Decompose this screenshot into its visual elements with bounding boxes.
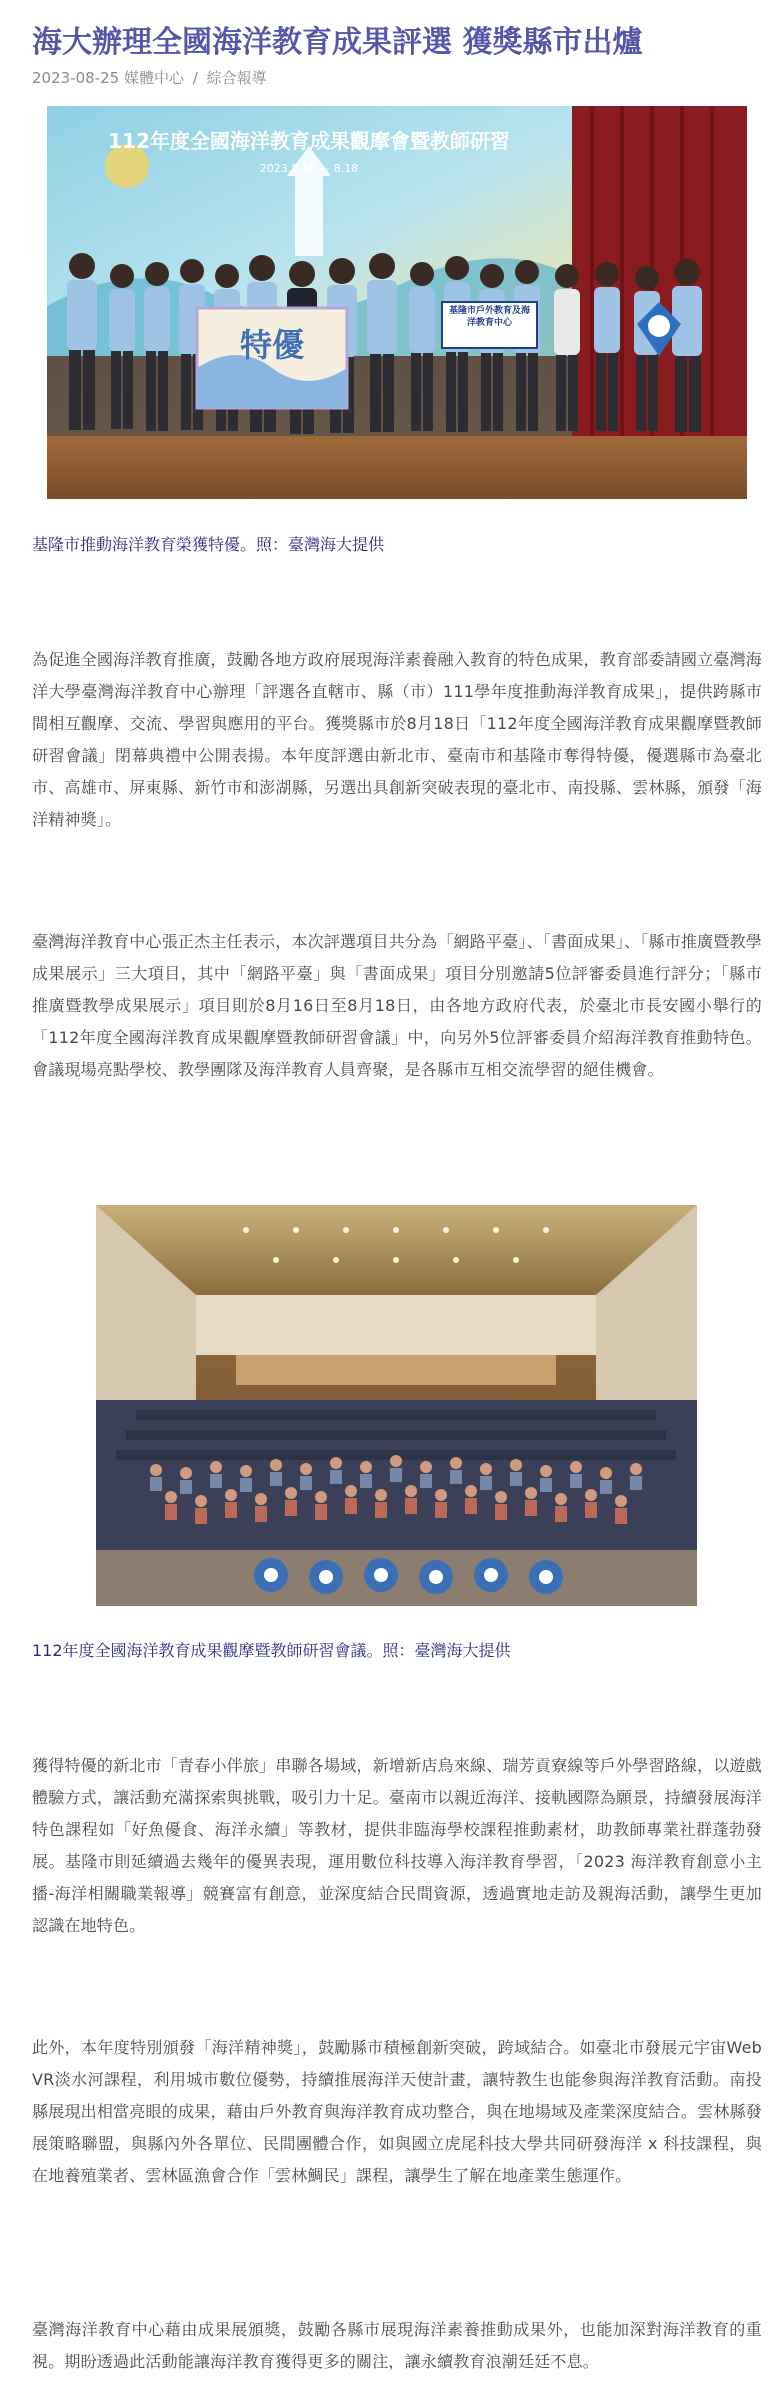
center-sign [442, 302, 537, 348]
article-category: 綜合報導 [206, 69, 267, 87]
banner-dates: 2023.8.16 — 8.18 [259, 162, 359, 175]
article-paragraph-4: 此外，本年度特別頒發「海洋精神獎」，鼓勵縣市積極創新突破，跨域結合。如臺北市發展元宇宙Web VR淡水河課程，利用城市數位優勢，持續推展海洋天使計畫，讓特教生也能參與海洋教育活動。南投縣展現出相當亮眼的成果，藉由戶外教育與海洋教育成功整合，與在地場域及產業深度結合。雲林縣發展策略聯盟，與縣內外各單位、民間團體合作，如與國立虎尾科技大學共同研發海洋 x 科技課程，與在地養殖業者、雲林區漁會合作「雲林鯛民」課程，讓學生了解在地產業生態運作。 [32, 2038, 762, 2185]
auditorium-photo [96, 1205, 697, 1606]
photo-caption-2: 112年度全國海洋教育成果觀摩暨教師研習會議。照：臺灣海大提供 [32, 1641, 511, 1660]
article-date: 2023-08-25 [32, 69, 120, 87]
article-title: 海大辦理全國海洋教育成果評選 獲獎縣市出爐 [32, 25, 643, 60]
article-paragraph-3: 獲得特優的新北市「青春小伴旅」串聯各場域，新增新店烏來線、瑞芳貢寮線等戶外學習路線，以遊戲體驗方式，讓活動充滿探索與挑戰，吸引力十足。臺南市以親近海洋、接軌國際為願景，持續發展海洋特色課程如「好魚優食、海洋永續」等教材，提供非臨海學校課程推動素材，助教師專業社群蓬勃發展。基隆市則延續過去幾年的優異表現，運用數位科技導入海洋教育學習，「2023 海洋教育創意小主播-海洋相關職業報導」競賽富有創意，並深度結合民間資源，透過實地走訪及親海活動，讓學生更加認識在地特色。 [32, 1756, 762, 1935]
center-sign-label: 基隆市戶外教育及海洋教育中心 [448, 306, 530, 328]
award-group-photo [47, 106, 747, 499]
award-flag-label: 特優 [239, 326, 305, 364]
article-paragraph-1: 為促進全國海洋教育推廣，鼓勵各地方政府展現海洋素養融入教育的特色成果，教育部委請國立臺灣海洋大學臺灣海洋教育中心辦理「評選各直轄市、縣（市）111學年度推動海洋教育成果」，提供跨縣市間相互觀摩、交流、學習與應用的平台。獲獎縣市於8月18日「112年度全國海洋教育成果觀摩暨教師研習會議」閉幕典禮中公開表揚。本年度評選由新北市、臺南市和基隆市奪得特優，優選縣市為臺北市、高雄市、屏東縣、新竹市和澎湖縣，另選出具創新突破表現的臺北市、南投縣、雲林縣，頒發「海洋精神獎」。 [32, 650, 762, 829]
article-paragraph-5: 臺灣海洋教育中心藉由成果展頒獎，鼓勵各縣市展現海洋素養推動成果外，也能加深對海洋教育的重視。期盼透過此活動能讓海洋教育獲得更多的關注，讓永續教育浪潮廷廷不息。 [32, 2320, 762, 2371]
article-source: 媒體中心 [123, 69, 184, 87]
meta-separator: / [192, 69, 198, 87]
photo-caption-1: 基隆市推動海洋教育榮獲特優。照：臺灣海大提供 [32, 535, 385, 554]
award-flag [197, 308, 347, 408]
article-paragraph-2: 臺灣海洋教育中心張正杰主任表示，本次評選項目共分為「網路平臺」、「書面成果」、「縣市推廣暨教學成果展示」三大項目，其中「網路平臺」與「書面成果」項目分別邀請5位評審委員進行評分；「縣市推廣暨教學成果展示」項目則於8月16日至8月18日，由各地方政府代表，於臺北市長安國小舉行的「112年度全國海洋教育成果觀摩暨教師研習會議」中，向另外5位評審委員介紹海洋教育推動特色。會議現場亮點學校、教學團隊及海洋教育人員齊聚，是各縣市互相交流學習的絕佳機會。 [32, 932, 762, 1079]
article-meta [32, 66, 267, 90]
banner-title: 112年度全國海洋教育成果觀摩會暨教師研習 [108, 129, 510, 153]
